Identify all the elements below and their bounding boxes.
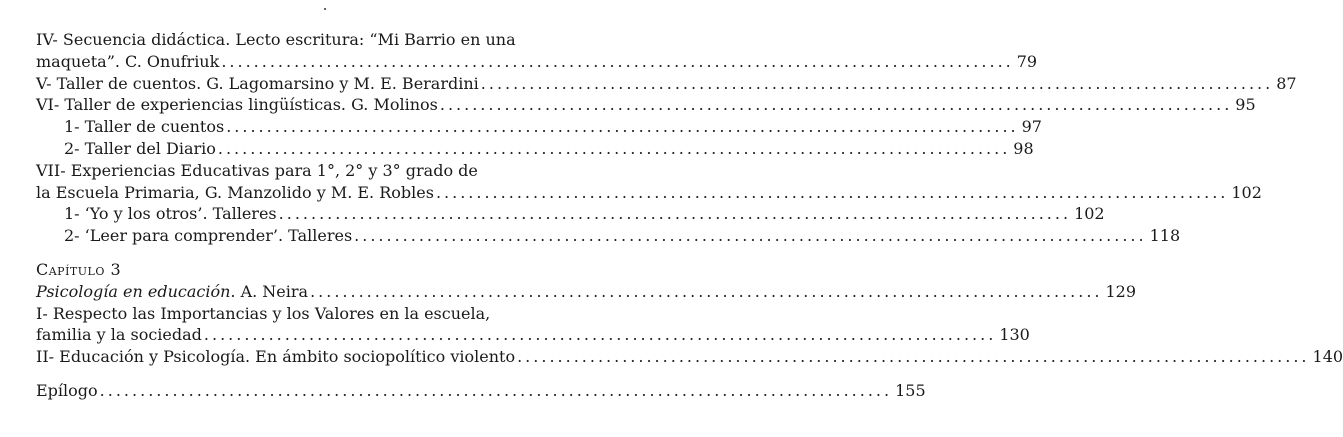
toc-entry-chapter-title — [36, 281, 1137, 303]
toc-entry-text: I- Respecto las Importancias y los Valores en la escuela, — [36, 303, 491, 323]
toc-entry-ii — [36, 346, 1343, 368]
toc-entry-text: VII- Experiencias Educativas para 1°, 2° y 3° grado de — [36, 160, 478, 180]
toc-entry-vii-line1 — [36, 160, 570, 182]
toc-entry-iv — [36, 51, 1038, 73]
toc-entry-text: 1- Taller de cuentos — [64, 117, 225, 137]
toc-entry-i-line1 — [36, 303, 570, 325]
toc-entry-vi-1 — [36, 116, 1042, 138]
page-number: 140 — [1312, 347, 1343, 367]
toc-entry-text — [36, 281, 308, 303]
chapter-heading — [36, 259, 570, 281]
toc-entry-text: V- Taller de cuentos. G. Lagomarsino y M. E. Berardini — [36, 73, 479, 93]
page-number: 130 — [999, 325, 1030, 345]
toc-entry-vii — [36, 182, 1262, 204]
dot-leader: .................................................................................................. — [480, 73, 1274, 93]
toc-entry-text: 2- ‘Leer para comprender’. Talleres — [64, 226, 353, 246]
section-gap — [36, 368, 570, 380]
dot-leader: .................................................................................................. — [278, 204, 1072, 224]
page-number: 97 — [1021, 117, 1042, 137]
toc-entry-text: Epílogo — [36, 380, 98, 400]
chapter-title: Psicología en educación — [36, 281, 231, 301]
toc-entry-text: la Escuela Primaria, G. Manzolido y M. E. Robles — [36, 182, 434, 202]
toc-entry-vii-1 — [36, 203, 1105, 225]
toc-entry-iv-line1 — [36, 29, 570, 51]
dot-leader: .................................................................................................. — [99, 380, 893, 400]
dot-leader: .................................................................................................. — [226, 117, 1019, 137]
page-number: 155 — [895, 380, 926, 400]
toc-entry-text: 2- Taller del Diario — [64, 138, 216, 158]
dot-leader: .................................................................................................. — [203, 325, 997, 345]
toc-entry-v — [36, 73, 1297, 95]
page-number: 102 — [1074, 204, 1105, 224]
page-number: 129 — [1105, 281, 1137, 301]
dot-leader: .................................................................................................. — [439, 95, 1233, 115]
dot-leader: .................................................................................................. — [310, 281, 1103, 301]
table-of-contents — [36, 29, 1343, 402]
page-number: 95 — [1235, 95, 1256, 115]
page-number: 118 — [1149, 226, 1181, 246]
chapter-author: . A. Neira — [230, 281, 309, 301]
page-number: 79 — [1016, 51, 1038, 71]
toc-entry-text: familia y la sociedad — [36, 325, 202, 345]
page-number: 87 — [1276, 73, 1297, 93]
toc-entry-text: maqueta”. C. Onufriuk — [36, 51, 220, 71]
dot-leader: .................................................................................................. — [517, 347, 1310, 367]
toc-entry-text: 1- ‘Yo y los otros’. Talleres — [64, 204, 277, 224]
toc-entry-vi-2 — [36, 138, 1034, 160]
toc-entry-vii-2 — [36, 225, 1181, 247]
page-number: 98 — [1013, 138, 1034, 158]
dot-leader: .................................................................................................. — [354, 226, 1147, 246]
page-number: 102 — [1231, 182, 1262, 202]
toc-entry-text: IV- Secuencia didáctica. Lecto escritura: “Mi Barrio en una — [36, 30, 516, 49]
dot-leader: .................................................................................................. — [217, 138, 1011, 158]
print-speck — [324, 8, 326, 10]
toc-entry-text: VI- Taller de experiencias lingüísticas. G. Molinos — [36, 95, 438, 115]
section-gap — [36, 247, 570, 259]
toc-entry-text: II- Educación y Psicología. En ámbito sociopolítico violento — [36, 347, 516, 367]
toc-entry-vi — [36, 94, 1256, 116]
toc-entry-i — [36, 324, 1030, 346]
dot-leader: .................................................................................................. — [435, 182, 1229, 202]
toc-entry-epilogo — [36, 380, 926, 402]
chapter-label: Capítulo 3 — [36, 259, 122, 279]
dot-leader: .................................................................................................. — [221, 51, 1014, 71]
